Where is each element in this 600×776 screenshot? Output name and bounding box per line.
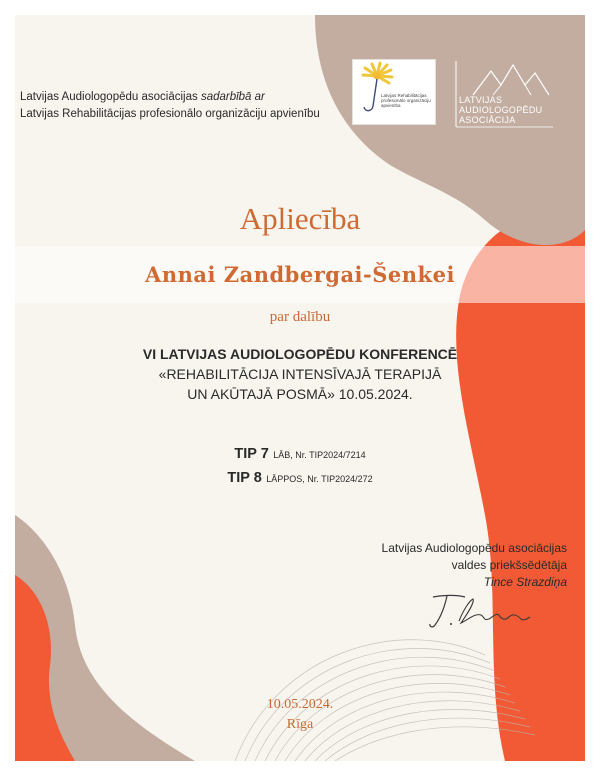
conference-block xyxy=(15,344,585,404)
conference-line-3: UN AKŪTAJĀ POSMĀ» 10.05.2024. xyxy=(187,386,413,402)
tip-line-1 xyxy=(15,445,585,463)
header-italic: sadarbībā ar xyxy=(200,91,265,103)
certificate-title: Apliecība xyxy=(239,201,361,236)
association-logo-text: LATVIJAS AUDIOLOGOPĒDU ASOCIĀCIJA xyxy=(459,95,543,125)
participation-text: par dalību xyxy=(269,309,331,325)
tip-line-2 xyxy=(15,469,585,487)
handwritten-signature xyxy=(425,591,535,631)
issue-footer xyxy=(15,695,585,735)
tip-label: TIP 7 xyxy=(234,446,269,462)
organizers-header xyxy=(20,89,320,123)
signatory-line-1: Latvijas Audiologopēdu asociācijas xyxy=(381,541,567,555)
issue-date: 10.05.2024. xyxy=(266,697,334,712)
signatory-line-2: valdes priekšsēdētāja xyxy=(451,558,567,572)
signatory-name: Tince Strazdiņa xyxy=(483,575,567,589)
tip-label: TIP 8 xyxy=(227,470,262,486)
certificate-page xyxy=(15,15,585,761)
rehab-logo-text: Latvijas Rehabilitācijas profesionālo organizāciju apvienība xyxy=(381,93,431,108)
recipient-name: Annai Zandbergai-Šenkei xyxy=(145,262,455,287)
umbrella-flower-icon xyxy=(353,60,435,124)
rehab-organization-logo xyxy=(352,59,436,125)
signatory-block xyxy=(315,540,567,591)
tip-detail: LĀB, Nr. TIP2024/7214 xyxy=(273,450,366,460)
header-line-2: Latvijas Rehabilitācijas profesionālo organizāciju apvienību xyxy=(20,108,320,120)
audiologopedu-association-logo xyxy=(453,59,563,129)
tip-detail: LĀPPOS, Nr. TIP2024/272 xyxy=(266,474,373,484)
conference-line-1: VI LATVIJAS AUDIOLOGOPĒDU KONFERENCĒ xyxy=(142,346,458,362)
header-line-1: Latvijas Audiologopēdu asociācijas sadarbībā ar xyxy=(20,91,265,103)
issue-place: Rīga xyxy=(286,717,314,732)
conference-line-2: «REHABILITĀCIJA INTENSĪVAJĀ TERAPIJĀ xyxy=(158,366,442,382)
